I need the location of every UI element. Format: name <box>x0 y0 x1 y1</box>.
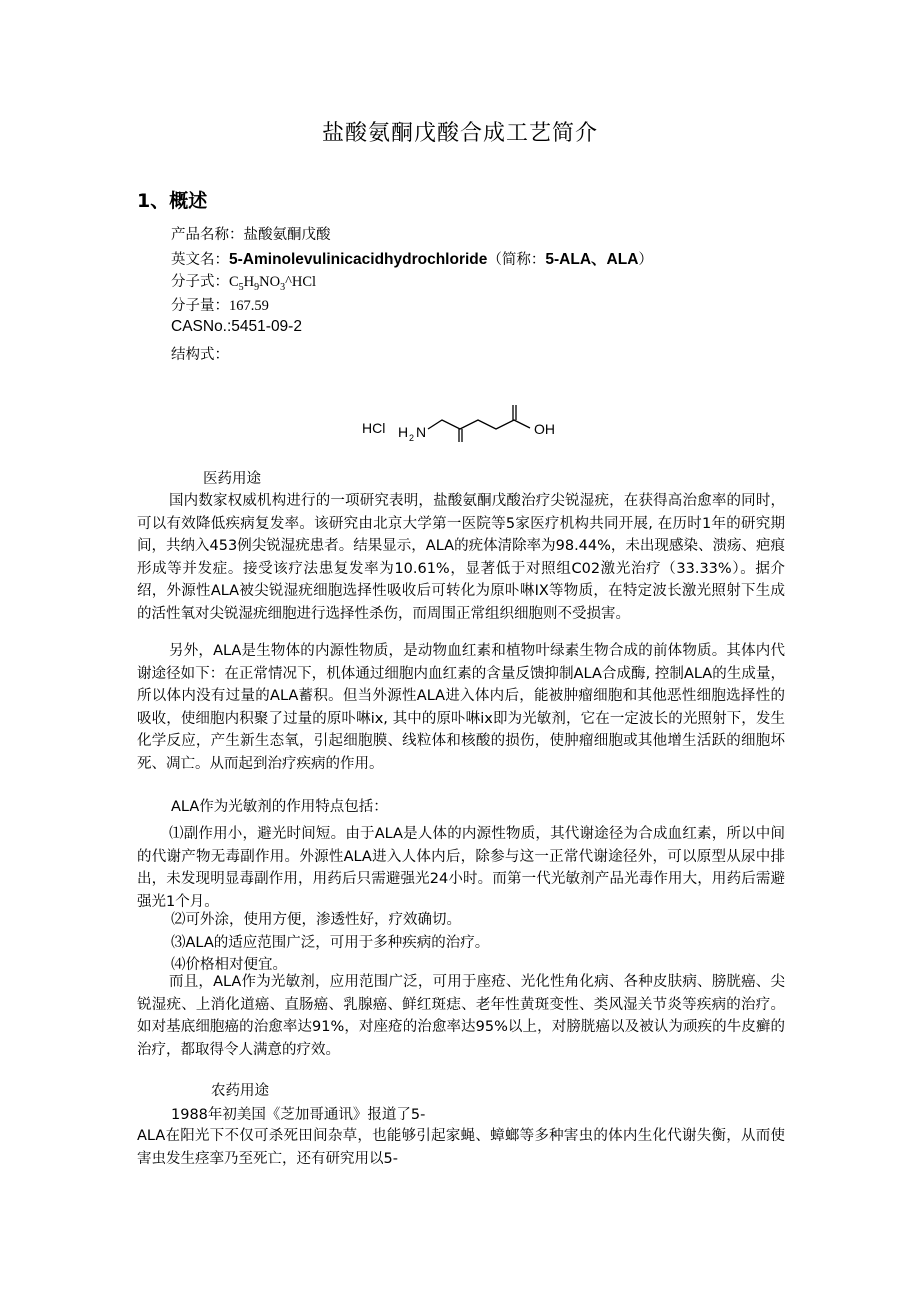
english-name-value: 5-Aminolevulinicacidhydrochloride <box>229 251 488 268</box>
cas-number: CASNo.:5451-09-2 <box>171 318 302 335</box>
agricultural-use-heading: 农药用途 <box>211 1083 269 1099</box>
mw-label: 分子量： <box>171 298 229 314</box>
formula-h-count: 9 <box>254 281 260 293</box>
formula-c-count: 5 <box>238 281 244 293</box>
structure-h-sub: 2 <box>409 433 415 443</box>
product-name-row <box>171 223 331 244</box>
formula-row <box>171 270 316 293</box>
structure-hcl: HCl <box>362 420 386 436</box>
abbr-value: 5-ALA、ALA <box>545 251 639 268</box>
document-title: 盐酸氨酮戊酸合成工艺简介 <box>321 121 598 146</box>
english-name-row <box>171 247 653 269</box>
structure-chain <box>428 420 530 429</box>
formula-value <box>229 274 317 293</box>
section-heading-overview: 1、概述 <box>137 190 208 212</box>
formula-no: NO <box>259 274 281 290</box>
mw-value: 167.59 <box>229 298 269 314</box>
feature-2: ⑵可外涂，使用方便，渗透性好，疗效确切。 <box>171 912 461 928</box>
feature-4: ⑷价格相对便宜。 <box>171 957 287 973</box>
product-name-value: 盐酸氨酮戊酸 <box>243 227 331 243</box>
structure-diagram <box>360 396 560 446</box>
medical-use-heading: 医药用途 <box>203 471 261 487</box>
product-name-label: 产品名称： <box>171 227 244 243</box>
english-name-label: 英文名： <box>171 252 229 268</box>
feature-1: ⑴副作用小，避光时间短。由于ALA是人体的内源性物质，其代谢途径为合成血红素，所以中间的代谢产物无毒副作用。外源性ALA进入人体内后，除参与这一正常代谢途径外，可以原型从尿中排出，未发现明显毒副作用，用药后只需避强光24小时。而第一代光敏剂产品光毒作用大，用药后需避强光1个月。 <box>137 826 785 910</box>
abbr-suffix: ） <box>638 252 653 268</box>
agri-line-1: 1988年初美国《芝加哥通讯》报道了5- <box>171 1107 426 1123</box>
features-intro: ALA作为光敏剂的作用特点包括： <box>171 799 388 815</box>
structure-n: N <box>416 424 427 440</box>
medical-paragraph-2: 另外，ALA是生物体的内源性物质，是动物血红素和植物叶绿素生物合成的前体物质。其体内代谢途径如下：在正常情况下，机体通过细胞内血红素的含量反馈抑制ALA合成酶, 控制ALA的生成量，所以体内没有过量的ALA蓄积。但当外源性ALA进入体内后，能被肿瘤细胞和其他恶性细胞选择性的吸收，使细胞内积聚了过量的原卟啉ix, 其中的原卟啉ix即为光敏剂，它在一定波长的光照射下，发生化学反应，产生新生态氧，引起细胞膜、线粒体和核酸的损伤，使肿瘤细胞或其他增生活跃的细胞坏死、凋亡。从而起到治疗疾病的作用。 <box>137 643 785 772</box>
formula-tail: ^HCl <box>285 274 317 290</box>
agri-paragraph: ALA在阳光下不仅可杀死田间杂草，也能够引起家蝇、蟑螂等多种害虫的体内生化代谢失衡，从而使害虫发生痉挛乃至死亡，还有研究用以5- <box>137 1128 785 1167</box>
formula-c: C <box>229 274 239 290</box>
molecular-weight-row <box>171 294 269 315</box>
feature-3: ⑶ALA的适应范围广泛，可用于多种疾病的治疗。 <box>171 935 490 951</box>
medical-paragraph-1: 国内数家权威机构进行的一项研究表明，盐酸氨酮戊酸治疗尖锐湿疣，在获得高治愈率的同时，可以有效降低疾病复发率。该研究由北京大学第一医院等5家医疗机构共同开展, 在历时1年的研究期间，共纳入453例尖锐湿疣患者。结果显示，ALA的疣体清除率为98.44%，未出现感染、溃疡、疤痕形成等并发症。接受该疗法患复发率为10.61%，显著低于对照组C02激光治疗（33.33%）。据介绍，外源性ALA被尖锐湿疣细胞选择性吸收后可转化为原卟啉IX等物质，在特定波长激光照射下生成的活性氧对尖锐湿疣细胞进行选择性杀伤，而周围正常组织细胞则不受损害。 <box>137 493 785 622</box>
medical-paragraph-3: 而且，ALA作为光敏剂，应用范围广泛，可用于座疮、光化性角化病、各种皮肤病、膀胱癌、尖锐湿疣、上消化道癌、直肠癌、乳腺癌、鲜红斑痣、老年性黄斑变性、类风湿关节炎等疾病的治疗。如对基底细胞癌的治愈率达91%，对座疮的治愈率达95%以上，对膀胱癌以及被认为顽疾的牛皮癣的治疗，都取得令人满意的疗效。 <box>137 974 785 1058</box>
structure-label: 结构式： <box>171 347 229 363</box>
structure-oh: OH <box>534 421 555 437</box>
abbr-prefix: （简称： <box>487 252 546 268</box>
formula-o-count: 3 <box>280 281 286 293</box>
formula-h: H <box>243 274 255 290</box>
structure-h: H <box>398 424 409 440</box>
formula-label: 分子式： <box>171 274 229 290</box>
